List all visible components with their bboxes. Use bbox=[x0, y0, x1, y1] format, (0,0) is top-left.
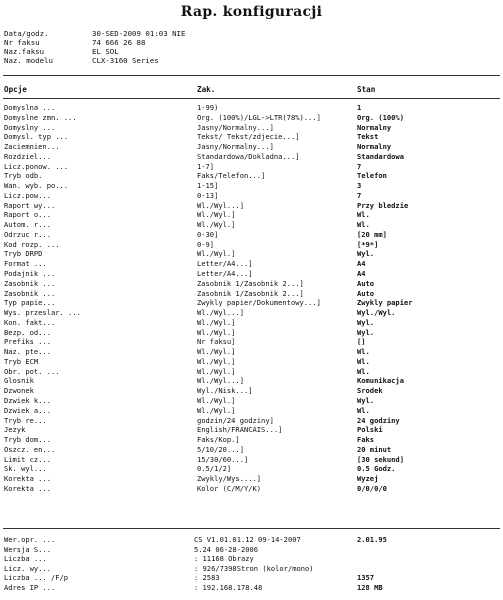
option-range: Letter/A4...] bbox=[197, 259, 253, 269]
option-range: 1-15] bbox=[197, 181, 219, 191]
option-value: Wl. bbox=[357, 405, 370, 415]
option-range: Faks/Kop.] bbox=[197, 435, 240, 445]
option-range: 0.5/1/2] bbox=[197, 464, 232, 474]
option-value: Telefon bbox=[357, 171, 387, 181]
table-row bbox=[4, 289, 500, 299]
meta-label: Nr faksu bbox=[4, 38, 40, 47]
info-row bbox=[4, 545, 500, 555]
option-value: Wyzej bbox=[357, 474, 379, 484]
option-range: Wl./Wyl.] bbox=[197, 327, 236, 337]
option-name: Oszcz. en... bbox=[4, 444, 56, 454]
option-value: 24 godziny bbox=[357, 415, 400, 425]
table-row bbox=[4, 220, 500, 230]
option-range: Zwykly papier/Dokumentowy...] bbox=[197, 298, 321, 308]
table-row bbox=[4, 396, 500, 406]
option-range: Wl./Wyl.] bbox=[197, 317, 236, 327]
option-range: 0-30] bbox=[197, 229, 219, 239]
option-value: Standardowa bbox=[357, 151, 404, 161]
table-row bbox=[4, 142, 500, 152]
meta-row bbox=[4, 29, 185, 38]
meta-label: Data/godz. bbox=[4, 29, 49, 38]
table-row bbox=[4, 386, 500, 396]
table-row bbox=[4, 367, 500, 377]
table-row bbox=[4, 279, 500, 289]
option-name: Autom. r... bbox=[4, 220, 51, 230]
table-row bbox=[4, 240, 500, 250]
option-value: [30 sekund] bbox=[357, 454, 404, 464]
option-name: Kod rozp. ... bbox=[4, 239, 60, 249]
option-name: Korekta ... bbox=[4, 474, 51, 484]
option-name: Tryb dom... bbox=[4, 435, 51, 445]
option-range: 5/10/20...] bbox=[197, 444, 244, 454]
table-row bbox=[4, 474, 500, 484]
info-row bbox=[4, 583, 500, 593]
meta-row bbox=[4, 38, 185, 47]
option-range: Zasobnik 1/Zasobnik 2...] bbox=[197, 278, 304, 288]
meta-row bbox=[4, 56, 185, 65]
option-name: Dzwonek bbox=[4, 386, 34, 396]
option-name: Limit cz... bbox=[4, 454, 51, 464]
option-name: Zaciemnien... bbox=[4, 142, 60, 152]
option-value: Wl. bbox=[357, 220, 370, 230]
option-range: Wyl./Nisk...] bbox=[197, 386, 253, 396]
header-status: Stan bbox=[357, 85, 376, 94]
option-range: Zasobnik 1/Zasobnik 2...] bbox=[197, 288, 304, 298]
option-name: Domysl. typ ... bbox=[4, 132, 69, 142]
info-row bbox=[4, 564, 500, 574]
option-value: Srodek bbox=[357, 386, 383, 396]
table-row bbox=[4, 347, 500, 357]
info-label: Wersja S... bbox=[4, 544, 51, 554]
option-name: Domyslna ... bbox=[4, 103, 56, 112]
info-value: : 192.168.178.48 bbox=[194, 582, 263, 592]
option-value: Normalny bbox=[357, 122, 392, 132]
option-range: 15/30/60...] bbox=[197, 454, 249, 464]
table-row bbox=[4, 191, 500, 201]
option-name: Domyslny ... bbox=[4, 122, 56, 132]
option-name: Dzwiek a... bbox=[4, 405, 51, 415]
option-value: Wyl. bbox=[357, 317, 375, 327]
option-range: Jasny/Normalny...] bbox=[197, 122, 274, 132]
option-name: Rozdziel... bbox=[4, 151, 51, 161]
option-range: Standardowa/Dokladna...] bbox=[197, 151, 300, 161]
table-row bbox=[4, 455, 500, 465]
table-header bbox=[4, 85, 500, 95]
meta-value: 74 666 26 88 bbox=[92, 38, 146, 47]
option-value: [] bbox=[357, 337, 366, 347]
option-name: Licz.ponow. ... bbox=[4, 161, 69, 171]
table-row bbox=[4, 103, 500, 113]
option-name: Odrzuc r... bbox=[4, 229, 51, 239]
option-value: A4 bbox=[357, 259, 366, 269]
option-value: 7 bbox=[357, 190, 362, 200]
meta-value: EL SOL bbox=[92, 47, 119, 56]
option-name: Podajnik ... bbox=[4, 269, 56, 279]
option-range: Wl./Wyl.] bbox=[197, 405, 236, 415]
settings-table bbox=[4, 103, 500, 494]
option-range: Wl./Wyl.] bbox=[197, 356, 236, 366]
option-value: 3 bbox=[357, 181, 362, 191]
option-name: Raport wy... bbox=[4, 200, 56, 210]
header-divider bbox=[3, 98, 500, 99]
header-options: Opcje bbox=[4, 85, 27, 94]
table-row bbox=[4, 318, 500, 328]
option-value: Wyl. bbox=[357, 395, 375, 405]
option-value: Wyl./Wyl. bbox=[357, 308, 396, 318]
option-value: 0/0/0/0 bbox=[357, 483, 387, 493]
meta-label: Naz. modelu bbox=[4, 56, 53, 65]
table-row bbox=[4, 230, 500, 240]
option-value: Wl. bbox=[357, 210, 370, 220]
option-value: Auto bbox=[357, 288, 375, 298]
option-range: Nr faksu] bbox=[197, 337, 236, 347]
option-name: Tryb ECM bbox=[4, 356, 39, 366]
option-range: 1-99) bbox=[197, 103, 219, 112]
info-extra: 2.01.95 bbox=[357, 535, 387, 544]
info-row bbox=[4, 573, 500, 583]
table-row bbox=[4, 464, 500, 474]
table-row bbox=[4, 406, 500, 416]
option-value: Wl. bbox=[357, 366, 370, 376]
option-value: Wyl. bbox=[357, 249, 375, 259]
table-row bbox=[4, 171, 500, 181]
option-range: Tekst/ Tekst/zdjecie...] bbox=[197, 132, 300, 142]
info-extra bbox=[357, 545, 500, 555]
meta-label: Naz.faksu bbox=[4, 47, 45, 56]
option-name: Wan. wyb. po... bbox=[4, 181, 69, 191]
meta-row bbox=[4, 47, 185, 56]
option-value: [20 mm] bbox=[357, 229, 387, 239]
info-label: Liczba ... /F/p bbox=[4, 573, 69, 583]
option-name: Bezp. od... bbox=[4, 327, 51, 337]
info-extra: 128 MB bbox=[357, 582, 383, 592]
table-row bbox=[4, 259, 500, 269]
option-range: Wl./Wyl...] bbox=[197, 376, 244, 386]
table-row bbox=[4, 308, 500, 318]
table-row bbox=[4, 113, 500, 123]
option-name: Licz.pow... bbox=[4, 190, 51, 200]
table-row bbox=[4, 162, 500, 172]
option-name: Obr. pot. ... bbox=[4, 366, 60, 376]
info-value: : 2583 bbox=[194, 573, 220, 583]
table-row bbox=[4, 181, 500, 191]
option-value: Wl. bbox=[357, 356, 370, 366]
meta-value: 30-SED-2009 01:03 NIE bbox=[92, 29, 186, 38]
option-value: Komunikacja bbox=[357, 376, 404, 386]
table-row bbox=[4, 328, 500, 338]
option-value: 1 bbox=[357, 103, 362, 112]
option-name: Format ... bbox=[4, 259, 47, 269]
footer-divider bbox=[3, 528, 500, 529]
option-value: [*9*] bbox=[357, 239, 379, 249]
option-name: Jezyk bbox=[4, 425, 26, 435]
option-range: Jasny/Normalny...] bbox=[197, 142, 274, 152]
option-value: Zwykly papier bbox=[357, 298, 413, 308]
option-value: Polski bbox=[357, 425, 383, 435]
option-name: Prefiks ... bbox=[4, 337, 51, 347]
option-name: Zasobnik ... bbox=[4, 288, 56, 298]
option-range: godzin/24 godziny] bbox=[197, 415, 274, 425]
option-range: Wl./Wyl.] bbox=[197, 347, 236, 357]
option-value: Faks bbox=[357, 435, 375, 445]
option-range: Wl./Wyl.] bbox=[197, 220, 236, 230]
info-label: Liczba ... bbox=[4, 554, 47, 564]
option-value: Org. (100%) bbox=[357, 112, 404, 122]
option-range: Faks/Telefon...] bbox=[197, 171, 266, 181]
option-value: 7 bbox=[357, 161, 362, 171]
table-row bbox=[4, 201, 500, 211]
option-value: 0.5 Godz. bbox=[357, 464, 396, 474]
header-range: Zak. bbox=[197, 85, 216, 94]
option-range: Wl./Wyl.] bbox=[197, 249, 236, 259]
info-label: Wer.opr. ... bbox=[4, 535, 56, 544]
option-name: Zasobnik ... bbox=[4, 278, 56, 288]
option-range: Kolor (C/M/Y/K) bbox=[197, 483, 262, 493]
table-row bbox=[4, 484, 500, 494]
option-range: Wl./Wyl.] bbox=[197, 366, 236, 376]
report-meta bbox=[4, 29, 185, 65]
table-row bbox=[4, 357, 500, 367]
table-row bbox=[4, 123, 500, 133]
option-range: Letter/A4...] bbox=[197, 269, 253, 279]
info-value: : 11168 Obrazy bbox=[194, 554, 254, 564]
option-name: Domyslne zmn. ... bbox=[4, 112, 77, 122]
option-name: Kon. fakt... bbox=[4, 317, 56, 327]
option-name: Sk. wyl... bbox=[4, 464, 47, 474]
table-row bbox=[4, 152, 500, 162]
table-row bbox=[4, 132, 500, 142]
option-range: Wl./Wyl.] bbox=[197, 210, 236, 220]
option-value: A4 bbox=[357, 269, 366, 279]
option-value: Auto bbox=[357, 278, 375, 288]
option-name: Tryb odb. bbox=[4, 171, 43, 181]
option-name: Glosnik bbox=[4, 376, 34, 386]
option-name: Dzwiek k... bbox=[4, 395, 51, 405]
table-row bbox=[4, 416, 500, 426]
system-info bbox=[4, 535, 500, 593]
option-name: Wys. przeslar. ... bbox=[4, 308, 81, 318]
info-label: Adres IP ... bbox=[4, 582, 56, 592]
info-label: Licz. wy... bbox=[4, 563, 51, 573]
info-value: CS V1.01.01.12 09-14-2007 bbox=[194, 535, 301, 544]
option-name: Korekta ... bbox=[4, 483, 51, 493]
info-value: : 926/7398Stron (kolor/mono) bbox=[194, 563, 314, 573]
option-value: Przy bledzie bbox=[357, 200, 409, 210]
option-range: 0-9] bbox=[197, 239, 215, 249]
table-row bbox=[4, 249, 500, 259]
option-range: Org. (100%)/LGL->LTR(78%)...] bbox=[197, 112, 321, 122]
info-extra bbox=[357, 564, 500, 574]
option-range: 0-13] bbox=[197, 190, 219, 200]
option-range: Wl./Wyl.] bbox=[197, 395, 236, 405]
table-row bbox=[4, 376, 500, 386]
option-value: Normalny bbox=[357, 142, 392, 152]
info-row bbox=[4, 535, 500, 545]
option-value: Wl. bbox=[357, 347, 370, 357]
info-extra bbox=[357, 554, 500, 564]
report-title: Rap. konfiguracji bbox=[180, 4, 323, 20]
option-name: Typ papie... bbox=[4, 298, 56, 308]
option-value: 20 minut bbox=[357, 444, 392, 454]
option-range: Wl./Wyl...] bbox=[197, 200, 244, 210]
table-row bbox=[4, 337, 500, 347]
option-range: English/FRANCAIS...] bbox=[197, 425, 283, 435]
table-row bbox=[4, 435, 500, 445]
option-range: Wl./Wyl...] bbox=[197, 308, 244, 318]
table-row bbox=[4, 298, 500, 308]
option-name: Raport o... bbox=[4, 210, 51, 220]
top-divider bbox=[3, 75, 500, 76]
option-range: 1-7] bbox=[197, 161, 215, 171]
table-row bbox=[4, 445, 500, 455]
info-value: 5.24 06-28-2006 bbox=[194, 544, 259, 554]
option-range: Zwykly/Wys....] bbox=[197, 474, 262, 484]
table-row bbox=[4, 425, 500, 435]
info-extra: 1357 bbox=[357, 573, 375, 583]
table-row bbox=[4, 210, 500, 220]
option-name: Tryb re... bbox=[4, 415, 47, 425]
table-row bbox=[4, 269, 500, 279]
meta-value: CLX-3160 Series bbox=[92, 56, 159, 65]
option-name: Naz. pte... bbox=[4, 347, 51, 357]
option-name: Tryb DRPD bbox=[4, 249, 43, 259]
info-row bbox=[4, 554, 500, 564]
option-value: Tekst bbox=[357, 132, 379, 142]
option-value: Wyl. bbox=[357, 327, 375, 337]
